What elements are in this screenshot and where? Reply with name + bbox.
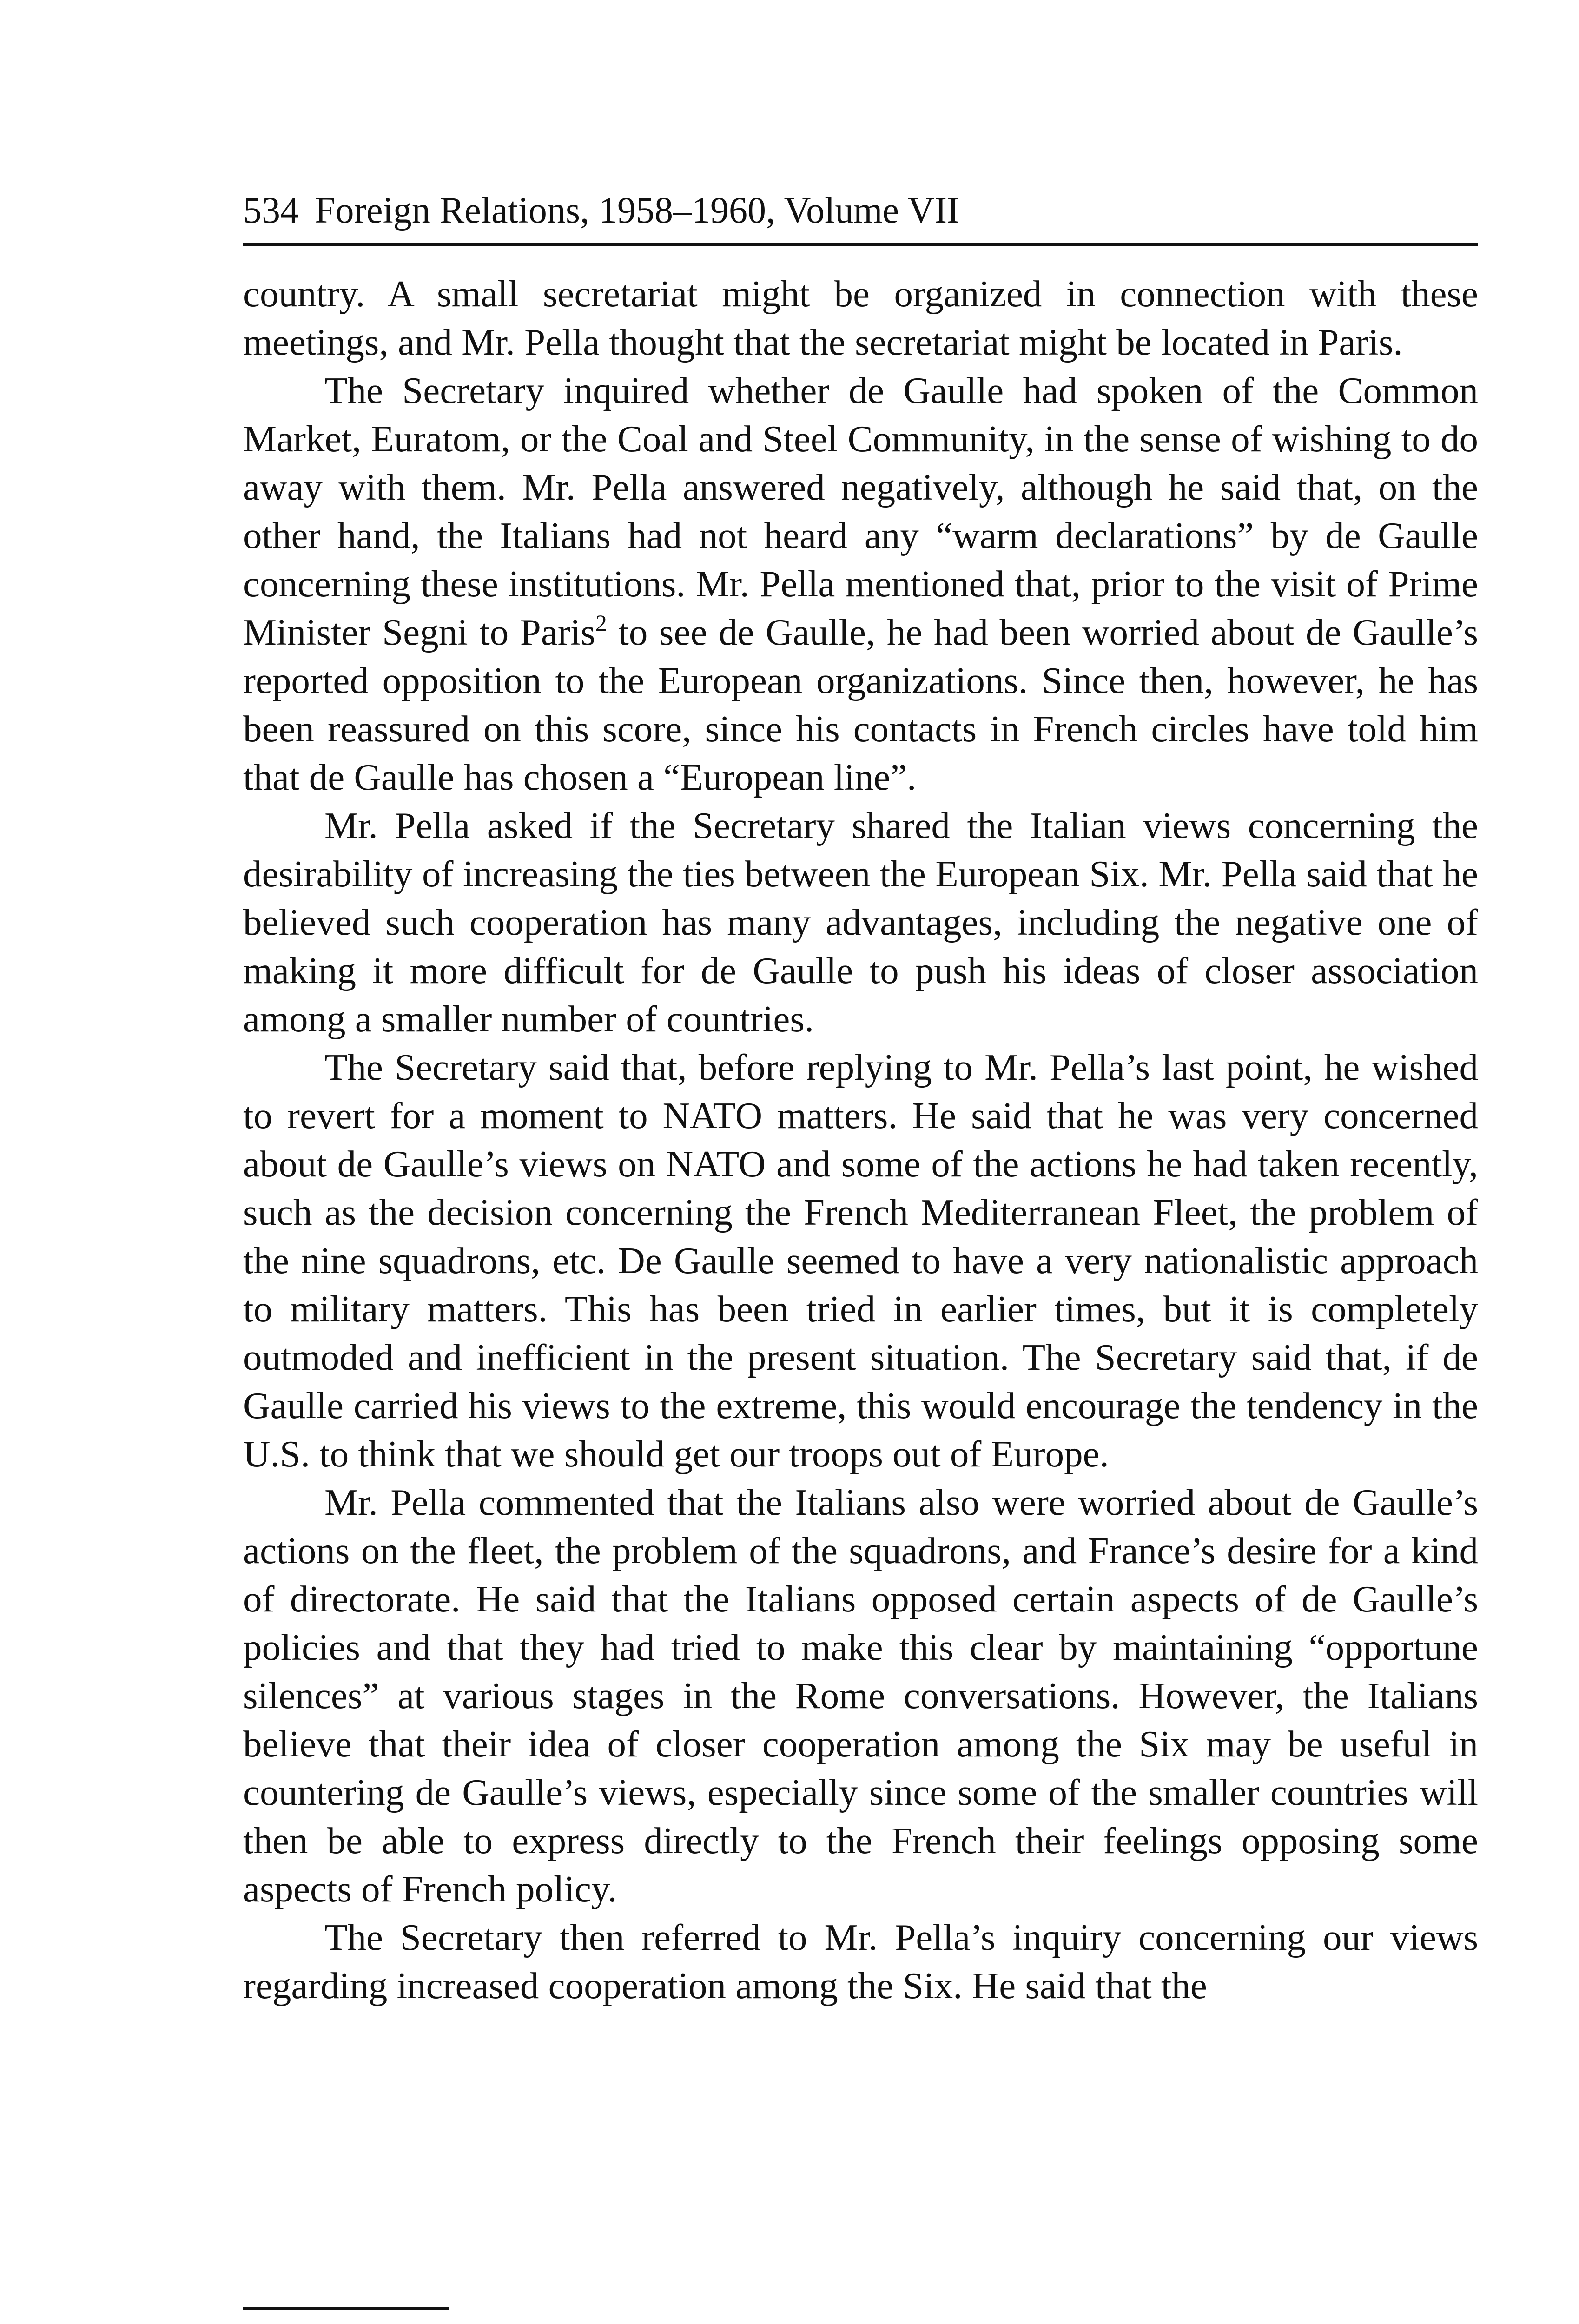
paragraph: The Secretary then referred to Mr. Pella’s inquiry concerning our views regarding increased cooperation among the Six. He said that the	[243, 1916, 1478, 2007]
footnote-rule	[243, 2307, 449, 2310]
footnote-reference: 2	[595, 610, 607, 636]
running-head	[243, 185, 1478, 236]
paragraph: Mr. Pella commented that the Italians also were worried about de Gaulle’s actions on the fleet, the problem of the squadrons, and France’s desire for a kind of directorate. He said that the Italians opposed certain aspects of de Gaulle’s policies and that they had tried to make this clear by maintaining “opportune silences” at various stages in the Rome conversations. However, the Italians believe that their idea of closer cooperation among the Six may be useful in countering de Gaulle’s views, especially since some of the smaller countries will then be able to express directly to the French their feelings opposing some aspects of French policy.	[243, 1481, 1478, 1910]
page-number: 534	[243, 190, 299, 231]
body-text	[243, 270, 1478, 2010]
paragraph: Mr. Pella asked if the Secretary shared the Italian views concerning the desirability of increasing the ties between the European Six. Mr. Pella said that he believed such cooperation has many advantages, including the negative one of making it more difficult for de Gaulle to push his ideas of closer association among a smaller number of countries.	[243, 805, 1478, 1040]
volume-title: Foreign Relations, 1958–1960, Volume VII	[315, 190, 959, 231]
paragraph: The Secretary said that, before replying to Mr. Pella’s last point, he wished to revert for a moment to NATO matters. He said that he was very concerned about de Gaulle’s views on NATO and some of the actions he had taken recently, such as the decision concerning the French Mediterranean Fleet, the problem of the nine squadrons, etc. De Gaulle seemed to have a very nationalistic approach to military matters. This has been tried in earlier times, but it is completely outmoded and inefficient in the present situation. The Secretary said that, if de Gaulle carried his views to the extreme, this would encourage the tendency in the U.S. to think that we should get our troops out of Europe.	[243, 1046, 1478, 1475]
paragraph-continued: country. A small secretariat might be organized in connection with these meetings, and Mr. Pella thought that the secretariat might be located in Paris.	[243, 273, 1478, 363]
paragraph: The Secretary inquired whether de Gaulle had spoken of the Common Market, Euratom, or the Coal and Steel Community, in the sense of wishing to do away with them. Mr. Pella answered negatively, although he said that, on the other hand, the Italians had not heard any “warm declarations” by de Gaulle concerning these institutions. Mr. Pella mentioned that, prior to the visit of Prime Minister Segni to Paris$^2$ to see de Gaulle, he had been worried about de Gaulle’s reported opposition to the European organizations. Since then, however, he has been reassured on this score, since his contacts in French circles have told him that de Gaulle has chosen a “European line”.	[243, 370, 1478, 798]
header-rule	[243, 243, 1478, 246]
